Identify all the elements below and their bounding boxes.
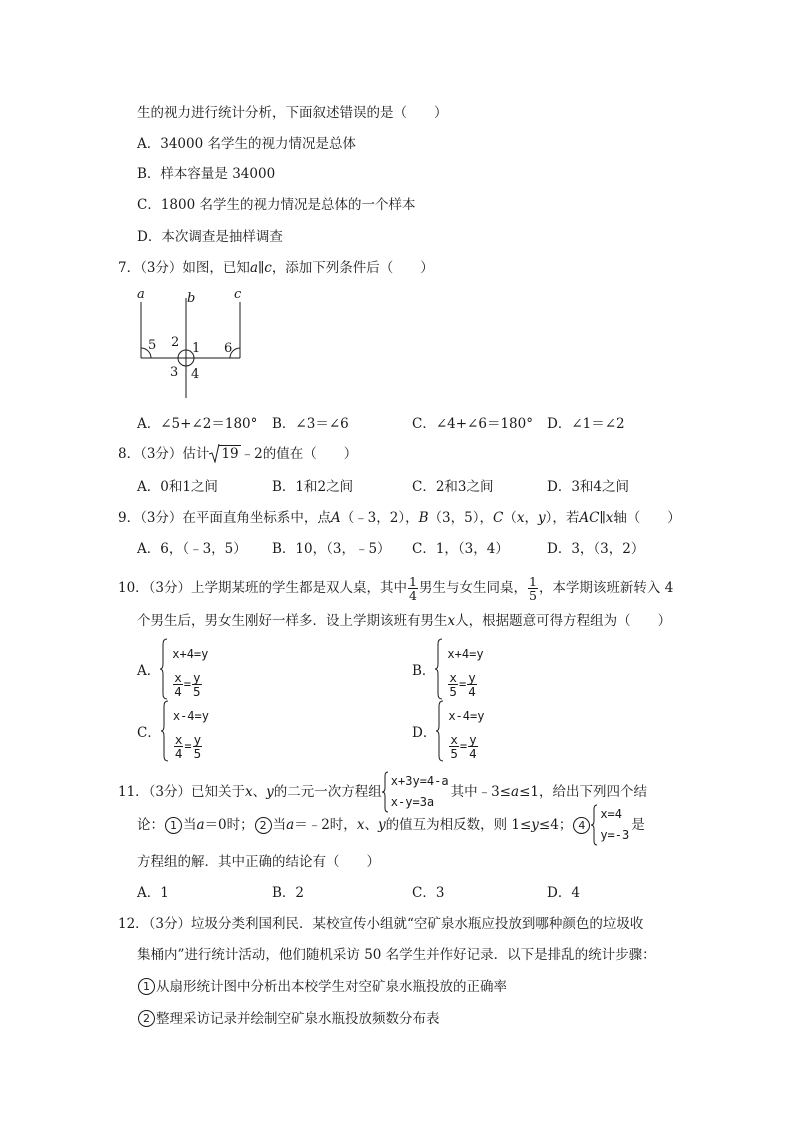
q6-option-b: B．样本容量是 34000 — [137, 166, 276, 182]
angle-2-label: 2 — [171, 335, 180, 350]
q8-option-d: D．3和4之间 — [547, 479, 630, 495]
angle-5-label: 5 — [148, 338, 157, 353]
angle-6-label: 6 — [224, 341, 233, 356]
q11-option-a: A．1 — [137, 885, 169, 901]
q11-option-b: B．2 — [272, 885, 305, 901]
q10-stem-line1: 10．（3分）上学期某班的学生都是双人桌，其中 $\frac{1}{4}$ 男生与女生同桌， $\frac{1}{5}$ ，本学期该班新转入 4 — [118, 574, 674, 603]
q12-stem-line1: 12．（3分）垃圾分类利国利民．某校宣传小组就“空矿泉水瓶应投放到哪种颜色的垃圾收 — [118, 916, 644, 932]
q10-option-b: B． x+4=y $\frac{x}{5}$ = $\frac{y}{4}$ — [412, 638, 484, 700]
left-brace-icon — [436, 700, 444, 762]
circled-one: 1 — [165, 817, 182, 834]
q11-option-c: C．3 — [412, 885, 445, 901]
fraction-one-quarter: $\frac{1}{4}$ — [409, 574, 417, 603]
left-brace-icon — [160, 638, 168, 700]
q11-stem-line1: 11．（3分）已知关于 x 、 y 的二元一次方程组 x+3y=4-a x-y=3a 其中﹣3≤ a ≤1，给出下列四个结 — [118, 770, 647, 814]
angle-1-label: 1 — [192, 341, 201, 356]
angle-3-label: 3 — [170, 365, 179, 380]
line-a-label: a — [137, 287, 145, 302]
q6-option-c: C．1800 名学生的视力情况是总体的一个样本 — [137, 197, 416, 213]
q10-stem-line2: 个男生后，男女生刚好一样多．设上学期该班有男生x人，根据题意可得方程组为（ ） — [137, 613, 672, 629]
line-b-label: b — [187, 291, 196, 306]
q8-option-b: B．1和2之间 — [272, 479, 354, 495]
q6-stem: 生的视力进行统计分析，下面叙述错误的是（ ） — [137, 105, 448, 121]
angle-4-label: 4 — [191, 367, 200, 382]
q12-step-1: 1 从扇形统计图中分析出本校学生对空矿泉水瓶投放的正确率 — [137, 977, 507, 997]
q7-stem: 7．（3分）如图，已知a∥c，添加下列条件后（ ） — [118, 260, 434, 276]
q9-option-b: B．10，（3，﹣5） — [272, 541, 391, 557]
q8-option-c: C．2和3之间 — [412, 479, 494, 495]
q10-option-d: D． x-4=y $\frac{x}{5}$ = $\frac{y}{4}$ — [412, 700, 484, 762]
q6-option-d: D．本次调查是抽样调查 — [137, 229, 283, 245]
circled-four: 4 — [573, 817, 590, 834]
q12-stem-line2: 集桶内”进行统计活动，他们随机采访 50 名学生并作好记录．以下是排乱的统计步骤： — [137, 947, 656, 963]
q7-figure — [130, 284, 255, 402]
q7-option-d: D．∠1＝∠2 — [547, 416, 625, 432]
q9-option-d: D．3，（3，2） — [547, 541, 645, 557]
q7-option-b: B．∠3＝∠6 — [272, 416, 349, 432]
q10-option-a: A． x+4=y $\frac{x}{4}$ = $\frac{y}{5}$ — [137, 638, 208, 700]
q6-option-a: A．34000 名学生的视力情况是总体 — [137, 136, 356, 152]
q11-stem-line2: 论： 1 当 a ＝0时； 2 当 a ＝﹣2时， x 、 y 的值互为相反数，则 1≤ y ≤4； 4 x=4 y=-3 是 — [137, 803, 645, 847]
q7-option-a: A．∠5+∠2＝180° — [137, 416, 258, 432]
q9-stem: 9．（3分）在平面直角坐标系中，点A（﹣3，2），B（3，5），C（x，y），若AC∥x轴（ ） — [118, 510, 681, 526]
circled-one: 1 — [138, 978, 155, 995]
q9-option-a: A．6，（﹣3，5） — [137, 541, 247, 557]
q10-option-c: C． x-4=y $\frac{x}{4}$ = $\frac{y}{5}$ — [137, 700, 209, 762]
line-c-label: c — [234, 287, 242, 302]
q7-option-c: C．∠4+∠6＝180° — [412, 416, 533, 432]
circled-two: 2 — [138, 1010, 155, 1027]
q11-stem-line3: 方程组的解．其中正确的结论有（ ） — [137, 854, 380, 870]
sqrt-symbol: 19 — [209, 444, 240, 464]
q12-step-2: 2 整理采访记录并绘制空矿泉水瓶投放频数分布表 — [137, 1009, 440, 1029]
q9-option-c: C．1，（3，4） — [412, 541, 509, 557]
q8-option-a: A．0和1之间 — [137, 479, 218, 495]
q8-stem: 8．（3分）估计 19 ﹣2的值在（ ） — [118, 446, 358, 462]
left-brace-icon — [161, 700, 169, 762]
left-brace-icon — [591, 804, 598, 846]
circled-two: 2 — [255, 817, 272, 834]
q11-option-d: D．4 — [547, 885, 580, 901]
left-brace-icon — [435, 638, 443, 700]
fraction-one-fifth: $\frac{1}{5}$ — [528, 574, 537, 603]
